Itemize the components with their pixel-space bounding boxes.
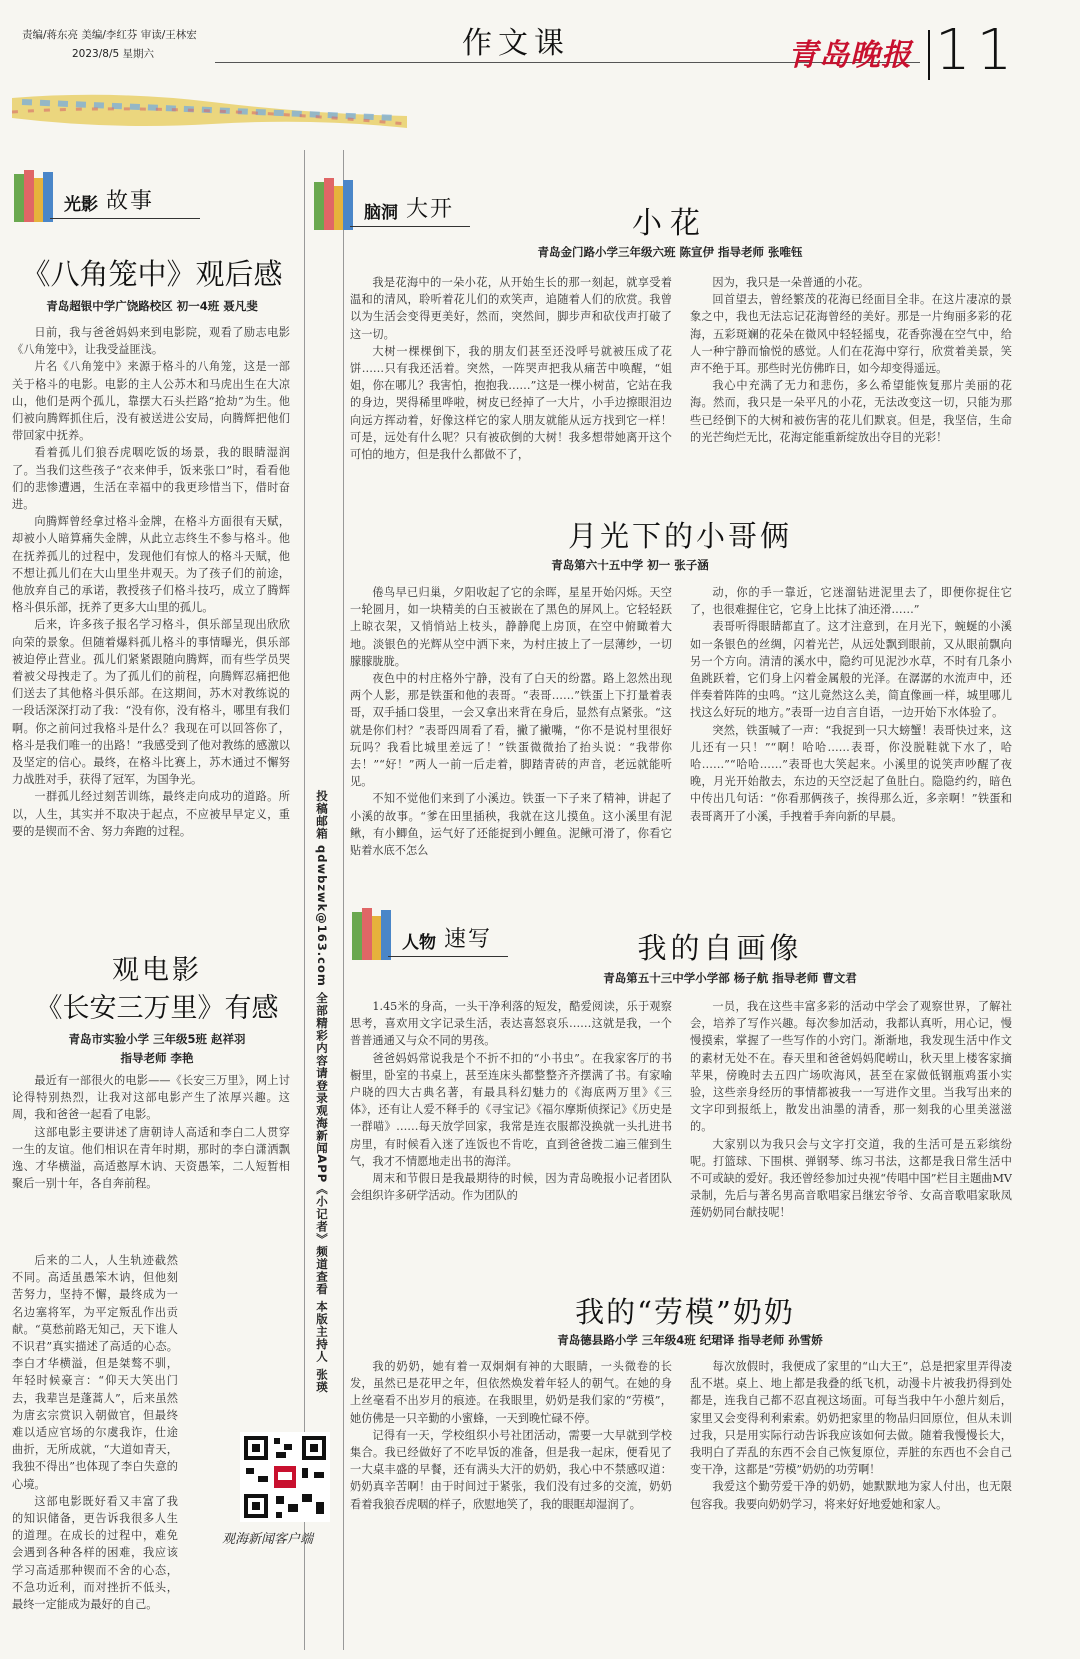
page-number: 11 xyxy=(935,18,1019,83)
qr-caption: 观海新闻客户端 xyxy=(222,1532,314,1547)
article-title: 小花 xyxy=(632,206,708,241)
article-instructor: 指导老师 李艳 xyxy=(120,1051,194,1065)
paragraph: 大树一棵棵倒下，我的朋友们甚至还没呼号就被压成了花饼……只有我还活着。突然，一阵哭声把我从痛苦中唤醒，“姐姐，你在哪儿？我害怕，抱抱我……”这是一棵小树苗，它站在我的身边，哭得稀里哗啦，树皮已经掉了一大片，小手边擦眼泪边向远方挥动着，好像这样它的家人朋友就能从远方找到它一样！可是，远处有什么呢？只有被砍倒的大树！我多想带她离开这个可怕的地方，但是我什么都做不了， xyxy=(350,344,672,462)
paragraph: 一群孤儿经过刻苦训练，最终走向成功的道路。所以，人生，其实并不取决于起点，不应被早早定义，重要的是锲而不舍、努力奔跑的过程。 xyxy=(12,790,290,838)
paragraph: 这部电影主要讲述了唐朝诗人高适和李白二人贯穿一生的友谊。他们相识在青年时期，那时的李白潇洒飘逸、才华横溢，高适憨厚木讷、天资愚笨，二人短暂相聚后一别十年，各自奔前程。 xyxy=(12,1125,290,1191)
article-body-left xyxy=(350,584,672,876)
submission-note: 投稿邮箱 qdwbzwk@163.com 全部精彩内容请登录观海新闻APP《小记者》频道查看 本版主持人 张瑛 xyxy=(315,790,329,1394)
paragraph: 1.45米的身高，一头干净利落的短发，酷爱阅读，乐于观察思考，喜欢用文字记录生活，表达喜怒哀乐……这就是我，一个普普通通又与众不同的男孩。 xyxy=(350,1000,672,1048)
paragraph: 片名《八角笼中》来源于格斗的八角笼，这是一部关于格斗的电影。电影的主人公苏木和马虎出生在大凉山，他们是两个孤儿，靠摆大石头拦路“抢劫”为生。他们被向腾辉抓住后，没有被送进公安局，向腾辉把他们带回家中抚养。 xyxy=(12,360,290,443)
paragraph: 后来，许多孩子报名学习格斗，俱乐部呈现出欣欣向荣的景象。但随着爆料孤儿格斗的事情曝光，俱乐部被迫停止营业。孤儿们紧紧跟随向腾辉，而有些学员哭着被父母拽走了。为了孤儿们的前程，向腾辉忍痛把他们送去了其他格斗俱乐部。在这期间，苏木对教练说的一段话深深打动了我：“没有你，没有格斗，哪里有我们啊。你之前问过我格斗是什么？我现在可以回答你了，格斗是我们唯一的出路！”我感受到了他对教练的感激以及坚定的信心。最终，在格斗比赛上，苏木通过不懈努力战胜对手，获得了冠军，为国争光。 xyxy=(12,618,290,787)
books-icon xyxy=(312,174,364,232)
paragraph: 大家别以为我只会与文字打交道，我的生活可是五彩缤纷呢。打篮球、下围棋、弹钢琴、练习书法，这都是我日常生活中不可或缺的爱好。我还曾经参加过央视“传唱中国”栏目主题曲MV录制，先后与著名男高音歌唱家吕继宏爷爷、女高音歌唱家耿凤莲奶奶同台献技呢！ xyxy=(690,1137,1012,1220)
section-title: 作文课 xyxy=(462,26,570,61)
column-header-label-b: 故事 xyxy=(106,189,155,214)
paragraph: 动，你的手一靠近，它迷溜钻进泥里去了，即便你捉住它了，也很难握住它，它身上比抹了油还滑……” xyxy=(690,586,1012,617)
article-title: 我的“劳模”奶奶 xyxy=(575,1295,795,1329)
article-body-right xyxy=(690,274,1012,480)
column-header-label-a: 光影 xyxy=(64,195,98,215)
article-body-continued xyxy=(12,1252,178,1652)
article-byline: 青岛市实验小学 三年级5班 赵祥羽 xyxy=(68,1032,246,1046)
article-title: 《八角笼中》观后感 xyxy=(21,257,283,291)
article-body-left xyxy=(350,998,672,1260)
paragraph: 一员，我在这些丰富多彩的活动中学会了观察世界，了解社会，培养了写作兴趣。每次参加活动，我都认真听，用心记，慢慢摸索，掌握了一些写作的小窍门。渐渐地，我发现生活中作文的素材无处不在。春天里和爸爸妈妈爬崂山，秋天里上楼客家摘苹果，傍晚时去五四广场吹海风，甚至在家做低钢瓶鸡蛋小实验，这些亲身经历的事情都被我一一写进作文里。当我写出来的文字印到报纸上，散发出油墨的清香，那一刻我的心里美滋滋的。 xyxy=(690,1000,1012,1134)
article-body-left xyxy=(350,1358,672,1650)
paragraph: 最近有一部很火的电影——《长安三万里》，网上讨论得特别热烈，让我对这部电影产生了浓厚兴趣。这周，我和爸爸一起看了电影。 xyxy=(12,1074,290,1122)
column-header-label-a: 人物 xyxy=(402,933,436,953)
paragraph: 夜色中的村庄格外宁静，没有了白天的纷嚣。路上忽然出现两个人影，那是铁蛋和他的表哥。“表哥……”铁蛋上下打量着表哥，双手插口袋里，一会又拿出来背在身后，显然有点紧张。“这就是你们村？”表哥四周看了看，撇了撇嘴，“你不是说村里很好玩吗？我看比城里差远了！”铁蛋微微抬了抬头说：“我带你去！”“好！”两人一前一后走着，脚踏青砖的声音，老远就能听见。 xyxy=(350,672,672,789)
column-header-underline xyxy=(388,956,508,957)
newspaper-logo: 青岛晚报 xyxy=(788,38,912,73)
article-body xyxy=(12,1072,290,1252)
editor-credits: 责编/蒋东亮 美编/李红芬 审读/王林宏 xyxy=(22,29,197,41)
paragraph: 表哥听得眼睛都直了。这才注意到，在月光下，蜿蜒的小溪如一条银色的丝绸，闪着光芒，从远处飘到眼前，又从眼前飘向另一个方向。清清的溪水中，隐约可见泥沙水草，不时有几条小鱼跳跃着，它们身上闪着金属般的光泽。在潺潺的水流声中，还伴奏着阵阵的虫鸣。“这儿竟然这么美，简直像画一样，城里哪儿找这么好玩的地方。”表哥一边自言自语，一边开始下水体验了。 xyxy=(690,620,1012,720)
article-title-line1: 观电影 xyxy=(112,955,202,986)
paragraph: 我心中充满了无力和悲伤，多么希望能恢复那片美丽的花海。然而，我只是一朵平凡的小花，无法改变这一切，只能为那些已经倒下的大树和被伤害的花儿们默哀。但是，我坚信，生命的光芒绚烂无比，花海定能重新绽放出夺目的光彩！ xyxy=(690,379,1012,444)
article-byline: 青岛德县路小学 三年级4班 纪珺译 指导老师 孙雪娇 xyxy=(557,1333,823,1347)
article-byline: 青岛第五十三中学小学部 杨子航 指导老师 曹文君 xyxy=(603,971,857,985)
column-header-label-a: 脑洞 xyxy=(364,203,398,223)
article-byline: 青岛第六十五中学 初一 张子涵 xyxy=(551,558,709,572)
qr-code-icon[interactable] xyxy=(240,1432,330,1522)
paragraph: 我是花海中的一朵小花，从开始生长的那一刻起，就享受着温和的清风，聆听着花儿们的欢笑声，追随着人们的欣赏。我曾以为生活会变得更美好，然而，突然间，脚步声和砍伐声打破了这一切。 xyxy=(350,276,672,341)
column-divider-left xyxy=(304,150,305,1650)
column-header-underline xyxy=(50,218,200,219)
books-icon xyxy=(12,166,64,224)
paragraph: 我的奶奶，她有着一双炯炯有神的大眼睛，一头微卷的长发，虽然已是花甲之年，但依然焕发着年轻人的朝气。在她的身上丝毫看不出岁月的痕迹。在我眼里，奶奶是我们家的“劳模”，她仿佛是一只辛勤的小蜜蜂，一天到晚忙碌不停。 xyxy=(350,1360,672,1425)
paragraph: 倦鸟早已归巢，夕阳收起了它的余晖，星星开始闪烁。天空一轮圆月，如一块精美的白玉被嵌在了黑色的屏风上。它轻轻跃上晾衣架，又悄悄站上枝头，静静爬上房顶，在空中俯瞰着大地。淡银色的光辉从空中洒下来，为村庄披上了一层薄纱，一切朦朦胧胧。 xyxy=(350,586,672,668)
paragraph: 后来的二人，人生轨迹截然不同。高适虽愚笨木讷，但他刻苦努力，坚持不懈，最终成为一名边塞将军，为平定叛乱作出贡献。“莫愁前路无知己，天下谁人不识君”真实描述了高适的心态。李白才华横溢，但是桀骜不驯，年轻时候豪言：“仰天大笑出门去，我辈岂是蓬蒿人”，后来虽然为唐玄宗赏识入朝做官，但最终难以适应官场的尔虞我诈，仕途曲折，无所成就，“大道如青天，我独不得出”也体现了李白失意的心境。 xyxy=(12,1254,178,1491)
article-title: 月光下的小哥俩 xyxy=(567,519,792,553)
decorative-ribbon xyxy=(12,88,407,134)
paragraph: 爸爸妈妈常说我是个不折不扣的“小书虫”。在我家客厅的书橱里，卧室的书桌上，甚至连床头都整整齐齐摆满了书。有家喻户晓的四大古典名著，有最具科幻魅力的《海底两万里》《三体》，还有让人爱不释手的《寻宝记》《福尔摩斯侦探记》《历史是一群喵》……每天放学回家，我常是连衣服都没换就一头扎进书房里，有时候看入迷了连饭也不肯吃，直到爸爸拨二遍三催到生气，我才不情愿地走出书的海洋。 xyxy=(350,1051,672,1168)
article-title-line2: 《长安三万里》有感 xyxy=(35,993,279,1024)
paragraph: 回首望去，曾经繁茂的花海已经面目全非。在这片凄凉的景象之中，我也无法忘记花海曾经的美好。那是一片绚丽多彩的花海，五彩斑斓的花朵在微风中轻轻摇曳，花香弥漫在空气中，给人一种宁静而愉悦的感觉。人们在花海中穿行，欣赏着美景，笑声不绝于耳。那些时光仿佛昨日，如今却变得遥远。 xyxy=(690,293,1012,376)
column-header-underline xyxy=(350,226,470,227)
article-byline: 青岛超银中学广饶路校区 初一4班 聂凡斐 xyxy=(46,299,258,313)
column-header-label-b: 大开 xyxy=(406,197,455,222)
paragraph: 日前，我与爸爸妈妈来到电影院，观看了励志电影《八角笼中》，让我受益匪浅。 xyxy=(12,326,290,357)
article-byline: 青岛金门路小学三年级六班 陈宣伊 指导老师 张唯钰 xyxy=(537,245,803,259)
column-header-brainstorm xyxy=(312,174,542,232)
paragraph: 每次放假时，我便成了家里的“山大王”，总是把家里弄得凌乱不堪。桌上、地上都是我叠的纸飞机，动漫卡片被我扔得到处都是，连我自己都不忍直视这场面。可每当我中午小憩片刻后，家里又会变得利利索索。奶奶把家里的物品归回原位，但从未训过我，只是用实际行动告诉我应该如何去做。随着我慢慢长大，我明白了弄乱的东西不会自己恢复原位，弄脏的东西也不会自己变干净，这都是“劳模”奶奶的功劳啊！ xyxy=(690,1360,1012,1477)
article-body-right xyxy=(690,584,1012,876)
paragraph: 我爱这个勤劳爱干净的奶奶，她默默地为家人付出，也无限包容我。我要向奶奶学习，将来好好地爱她和家人。 xyxy=(690,1480,1012,1511)
paragraph: 看着孤儿们狼吞虎咽吃饭的场景，我的眼睛湿润了。当我们这些孩子“衣来伸手，饭来张口”时，看看他们的悲惨遭遇，生活在幸福中的我更珍惜当下，借时奋进。 xyxy=(12,446,290,512)
column-header-label-b: 速写 xyxy=(444,927,493,952)
article-title: 我的自画像 xyxy=(637,931,803,965)
paragraph: 因为，我只是一朵普通的小花。 xyxy=(712,276,870,289)
books-icon xyxy=(350,904,402,962)
paragraph: 向腾辉曾经拿过格斗金牌，在格斗方面很有天赋，却被小人暗算痛失金牌，从此立志终生不参与格斗。他在抚养孤儿的过程中，发现他们有惊人的格斗天赋，他不想让孤儿们在大山里坐井观天。为了孩子们的前途，他放弃自己的承诺，教授孩子们格斗技巧，成立了腾辉格斗俱乐部，抚养了更多大山里的孤儿。 xyxy=(12,515,290,615)
paragraph: 这部电影既好看又丰富了我的知识储备，更告诉我很多人生的道理。在成长的过程中，难免会遇到各种各样的困难，我应该学习高适那种锲而不舍的心态，不急功近利，而对挫折不低头，最终一定能成为最好的自己。 xyxy=(12,1494,178,1612)
article-body-left xyxy=(350,274,672,480)
page-number-divider xyxy=(928,30,930,80)
column-header-portrait xyxy=(350,904,580,962)
paragraph: 突然，铁蛋喊了一声：“我捉到一只大螃蟹！表哥快过来，这儿还有一只！”“啊！哈哈……表哥，你没脱鞋就下水了，哈哈……”“哈哈……”表哥也大笑起来。小溪里的说笑声吵醒了夜晚，月光开始散去，东边的天空泛起了鱼肚白。隐隐约约，暗色中传出几句话：“你看那俩孩子，挨得那么近，多亲啊！”铁蛋和表哥离开了小溪，手拽着手奔向新的早晨。 xyxy=(690,723,1012,823)
paragraph: 周末和节假日是我最期待的时候，因为青岛晚报小记者团队会组织许多研学活动。作为团队的 xyxy=(350,1172,672,1203)
column-header-light-shadow xyxy=(12,166,272,224)
column-divider-right xyxy=(343,150,344,1650)
article-body xyxy=(12,324,290,934)
article-body-right xyxy=(690,998,1012,1260)
article-body-right xyxy=(690,1358,1012,1650)
paragraph: 记得有一天，学校组织小号社团活动，需要一大早就到学校集合。我已经做好了不吃早饭的准备，但是我一起床，便看见了一大桌丰盛的早餐，还有满头大汗的奶奶，我心中不禁感叹道：奶奶真辛苦啊！由于时间过于紧张，我们没有过多的交流，奶奶看着我狼吞虎咽的样子，欣慰地笑了，我的眼眶却湿润了。 xyxy=(350,1428,672,1511)
paragraph: 不知不觉他们来到了小溪边。铁蛋一下子来了精神，讲起了小溪的故事。“爹在田里插秧，我就在这儿摸鱼。这小溪里有泥鳅，有小鲫鱼，运气好了还能捉到小鲤鱼。泥鳅可滑了，你看它贴着水底不怎么 xyxy=(350,792,672,858)
issue-date: 2023/8/5 星期六 xyxy=(72,48,154,60)
